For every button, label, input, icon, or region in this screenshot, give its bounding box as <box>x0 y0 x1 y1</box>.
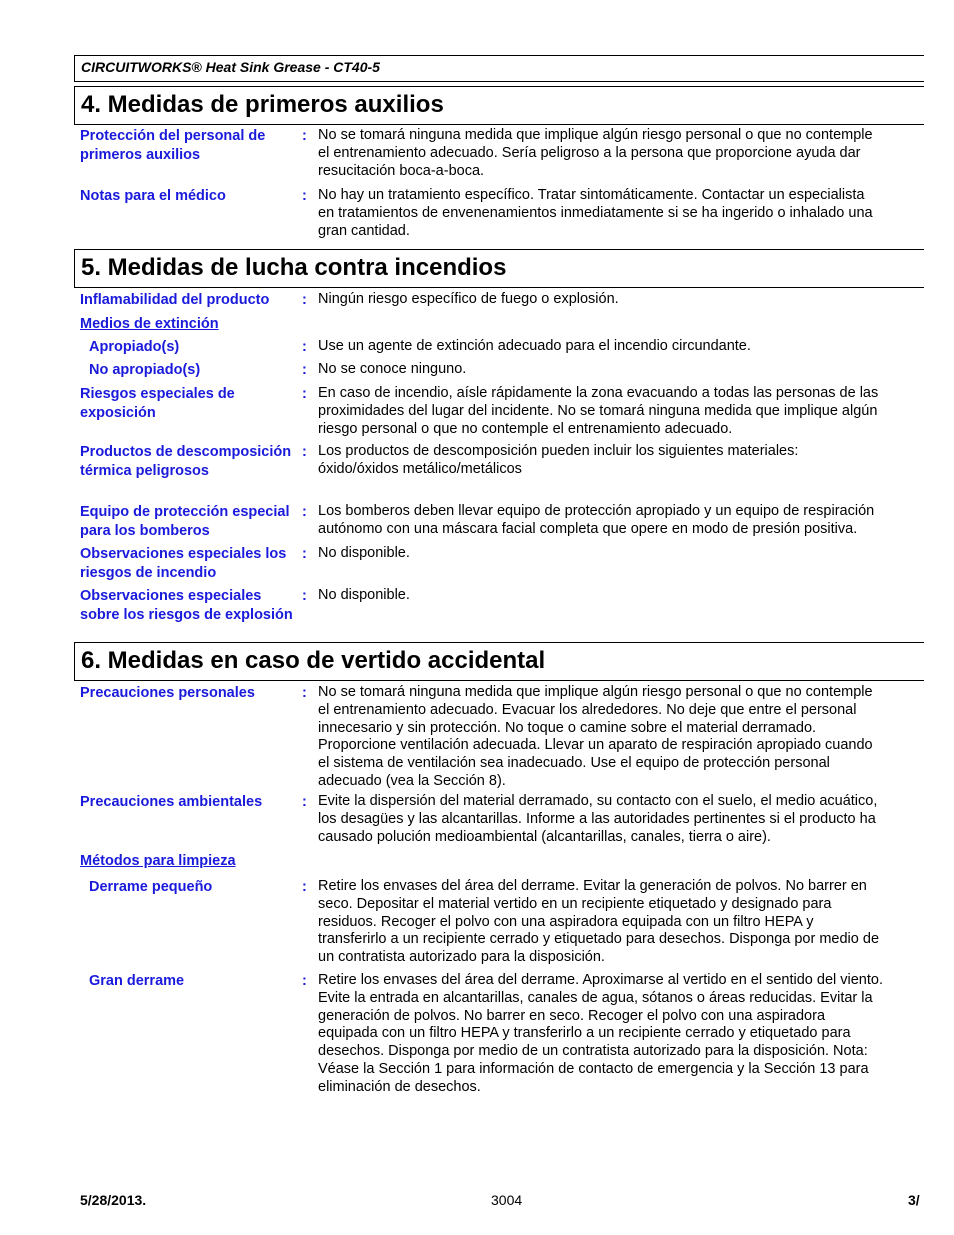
row-label: Precauciones ambientales <box>80 794 263 810</box>
colon: : <box>302 362 307 378</box>
colon: : <box>302 879 307 895</box>
cleanup-methods-heading: Métodos para limpieza <box>80 853 236 869</box>
colon: : <box>302 588 307 604</box>
colon: : <box>302 973 307 989</box>
row-label: Apropiado(s) <box>89 339 180 355</box>
footer-code: 3004 <box>491 1192 523 1208</box>
footer-page-number: 3/ <box>908 1192 920 1208</box>
colon: : <box>302 794 307 810</box>
suitable-media-row <box>74 335 924 358</box>
environmental-precautions-row <box>74 793 924 852</box>
row-label: Observaciones especiales los riesgos de incendio <box>80 546 287 581</box>
row-label: Riesgos especiales de exposición <box>80 386 235 421</box>
row-value: Evite la dispersión del material derramado, su contacto con el suelo, el medio acuático, los desagües y las alcantarillas. Informe a las autoridades pertinentes si el producto ha causado polución medioambiental (alcantarillas, canales, tierra o aire). <box>318 793 878 845</box>
colon: : <box>302 128 307 144</box>
extinguishing-media-heading-row <box>74 312 924 335</box>
row-value: Ningún riesgo específico de fuego o explosión. <box>318 291 619 307</box>
personal-precautions-row <box>74 681 924 793</box>
colon: : <box>302 685 307 701</box>
row-label: Protección del personal de primeros auxilios <box>80 128 266 163</box>
exposure-hazards-row <box>74 382 924 440</box>
row-value: Los bomberos deben llevar equipo de protección apropiado y un equipo de respiración autónomo con una máscara facial completa que opere en modo de presión positiva. <box>318 503 875 537</box>
row-label: Inflamabilidad del producto <box>80 292 270 308</box>
row-value: No se tomará ninguna medida que implique algún riesgo personal o que no contemple el entrenamiento adecuado. Evacuar los alrededores. No deje que entre el personal innecesario y sin protección. No toque o camine sobre el material derramado. Proporcione ventilación adecuada. Llevar un aparato de respiración apropiado cuando el sistema de ventilación sea inadecuado. Use el equipo de protección personal adecuado (vea la Sección 8). <box>318 684 873 789</box>
fire-observations-row <box>74 542 924 584</box>
colon: : <box>302 386 307 402</box>
section-6-title: 6. Medidas en caso de vertido accidental <box>74 642 924 681</box>
explosion-observations-row <box>74 584 924 642</box>
row-value: No hay un tratamiento específico. Tratar sintomáticamente. Contactar un especialista en tratamientos de envenenamientos inmediatamente si se ha ingerido o inhalado una gran cantidad. <box>318 187 873 239</box>
decomposition-products-row <box>74 440 924 500</box>
row-label: Equipo de protección especial para los bomberos <box>80 504 290 539</box>
row-label: No apropiado(s) <box>89 362 201 378</box>
row-value: En caso de incendio, aísle rápidamente la zona evacuando a todas las personas de las proximidades del lugar del incidente. No se tomará ninguna medida que implique algún riesgo personal o que no contemple el entrenamiento adecuado. <box>318 385 879 437</box>
first-aid-personnel-row <box>74 125 924 187</box>
colon: : <box>302 546 307 562</box>
document-page <box>74 55 924 1102</box>
row-value: Los productos de descomposición pueden incluir los siguientes materiales: óxido/óxidos metálico/metálicos <box>318 443 799 477</box>
colon: : <box>302 188 307 204</box>
row-label: Productos de descomposición térmica peligrosos <box>80 444 292 479</box>
large-spill-row <box>74 972 924 1102</box>
row-value: Retire los envases del área del derrame. Evitar la generación de polvos. No barrer en seco. Depositar el material vertido en un recipiente etiquetado y designado para residuos. Recoger el polvo con una aspiradora equipada con un filtro HEPA y transferirlo a un recipiente cerrado y etiquetado para desechos. Disponga por medio de un contratista autorizado para la disposición. <box>318 878 880 966</box>
cleanup-methods-heading-row <box>74 852 924 878</box>
row-value: No disponible. <box>318 545 410 561</box>
product-header: CIRCUITWORKS® Heat Sink Grease - CT40-5 <box>74 55 924 82</box>
colon: : <box>302 339 307 355</box>
row-label: Precauciones personales <box>80 685 255 701</box>
unsuitable-media-row <box>74 358 924 382</box>
row-label: Notas para el médico <box>80 188 226 204</box>
flammability-row <box>74 288 924 312</box>
extinguishing-media-heading: Medios de extinción <box>80 316 219 332</box>
row-label: Gran derrame <box>89 973 185 989</box>
row-label: Derrame pequeño <box>89 879 213 895</box>
row-value: No se conoce ninguno. <box>318 361 467 377</box>
colon: : <box>302 292 307 308</box>
colon: : <box>302 444 307 460</box>
row-value: No se tomará ninguna medida que implique algún riesgo personal o que no contemple el entrenamiento adecuado. Sería peligroso a la persona que proporcione ayuda dar resucitación boca-a-boca. <box>318 127 873 179</box>
row-value: Retire los envases del área del derrame. Aproximarse al vertido en el sentido del viento. Evite la entrada en alcantarillas, canales de agua, sótanos o áreas reducidas. Evitar la generación de polvos. No barrer en seco. Recoger el polvo con una aspiradora equipada con un filtro HEPA y transferirlo a un recipiente cerrado y etiquetado para desechos. Disponga por medio de un contratista autorizado para la disposición. Nota: Véase la Sección 1 para información de contacto de emergencia y la Sección 13 para eliminación de desechos. <box>318 972 883 1095</box>
row-label: Observaciones especiales sobre los riesgos de explosión <box>80 588 293 623</box>
section-5-title: 5. Medidas de lucha contra incendios <box>74 249 924 288</box>
firefighter-ppe-row <box>74 500 924 542</box>
small-spill-row <box>74 878 924 972</box>
row-value: Use un agente de extinción adecuado para el incendio circundante. <box>318 338 751 354</box>
row-value: No disponible. <box>318 587 410 603</box>
physician-notes-row <box>74 187 924 249</box>
section-4-title: 4. Medidas de primeros auxilios <box>74 86 924 125</box>
colon: : <box>302 504 307 520</box>
footer-date: 5/28/2013. <box>80 1192 147 1208</box>
